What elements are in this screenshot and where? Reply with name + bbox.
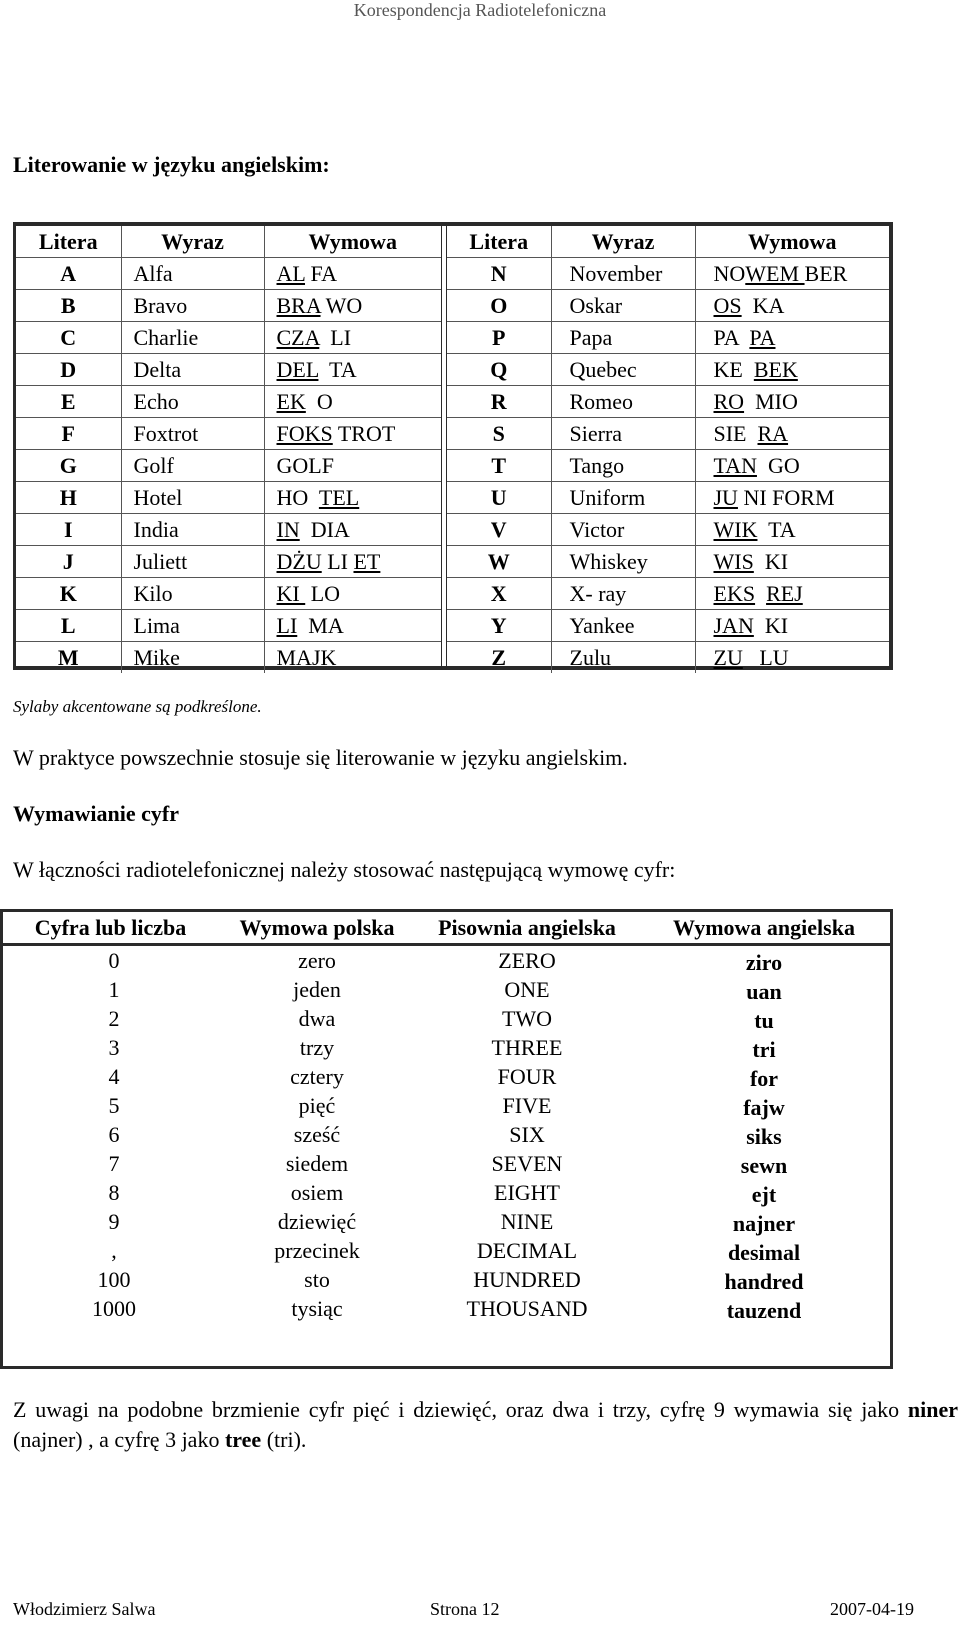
word-cell: Charlie xyxy=(121,322,264,354)
table-row xyxy=(447,418,889,450)
letter-cell: B xyxy=(16,290,121,322)
stressed-syllable: PA xyxy=(749,325,776,350)
digits-cell: ejt xyxy=(751,1182,777,1207)
table-row xyxy=(16,322,441,354)
col-header-english-pronunciation: Wymowa angielska xyxy=(673,915,855,940)
syllable: LI xyxy=(321,549,354,574)
word-cell: Zulu xyxy=(551,642,695,674)
word-cell: Golf xyxy=(121,450,264,482)
syllable: LI xyxy=(319,325,352,350)
digits-cell: 1000 xyxy=(92,1296,136,1321)
syllable: KA xyxy=(741,293,785,318)
syllable: LO xyxy=(305,581,341,606)
word-cell: Kilo xyxy=(121,578,264,610)
digits-cell: DECIMAL xyxy=(476,1238,578,1263)
table-row xyxy=(447,610,889,642)
syllable: LU xyxy=(742,645,789,670)
pronunciation-cell xyxy=(264,418,441,450)
stressed-syllable: CZA xyxy=(276,325,320,350)
word-cell: November xyxy=(551,258,695,290)
pronunciation-cell xyxy=(695,354,889,386)
digits-cell: NINE xyxy=(500,1209,554,1234)
syllable: NO xyxy=(713,261,746,286)
syllable: PA xyxy=(713,325,750,350)
digits-table xyxy=(0,909,893,1369)
digits-cell: zero xyxy=(298,948,336,973)
paragraph-niner-tree xyxy=(13,1395,958,1455)
digits-cell: THOUSAND xyxy=(466,1296,588,1321)
pronunciation-cell xyxy=(695,610,889,642)
pronunciation-cell xyxy=(264,482,441,514)
col-header-english-spelling: Pisownia angielska xyxy=(438,915,616,940)
letter-cell: C xyxy=(16,322,121,354)
word-cell: Delta xyxy=(121,354,264,386)
digits-cell: trzy xyxy=(299,1035,335,1060)
digits-table-header xyxy=(3,912,890,946)
syllable: O xyxy=(305,389,333,414)
letter-cell: E xyxy=(16,386,121,418)
digits-cell: 0 xyxy=(108,948,120,973)
digits-cell: tauzend xyxy=(726,1298,802,1323)
col-header-word: Wyraz xyxy=(121,226,264,258)
alphabet-table xyxy=(13,222,893,670)
digits-cell: przecinek xyxy=(274,1238,360,1263)
stressed-syllable: BEK xyxy=(753,357,798,382)
stressed-syllable: ET xyxy=(353,549,381,574)
table-row xyxy=(16,610,441,642)
pronunciation-cell xyxy=(264,642,441,674)
letter-cell: Y xyxy=(447,610,551,642)
letter-cell: W xyxy=(447,546,551,578)
pronunciation-cell xyxy=(264,386,441,418)
word-cell: Tango xyxy=(551,450,695,482)
letter-cell: M xyxy=(16,642,121,674)
table-row xyxy=(16,354,441,386)
stressed-syllable: AL xyxy=(276,261,306,286)
digits-cell: cztery xyxy=(290,1064,344,1089)
col-header-polish: Wymowa polska xyxy=(239,915,395,940)
syllable: SIE xyxy=(713,421,758,446)
syllable: WO xyxy=(320,293,363,318)
pronunciation-cell xyxy=(695,258,889,290)
word-cell: Papa xyxy=(551,322,695,354)
pronunciation-cell xyxy=(695,290,889,322)
digits-cell: sto xyxy=(304,1267,330,1292)
letter-cell: G xyxy=(16,450,121,482)
text-part: (tri). xyxy=(261,1427,307,1452)
table-row xyxy=(16,514,441,546)
footer-author: Włodzimierz Salwa xyxy=(13,1599,156,1619)
digits-cell: ZERO xyxy=(498,948,556,973)
syllable: MAJK xyxy=(276,645,337,670)
digits-column-digit xyxy=(3,946,225,1323)
stressed-syllable: REJ xyxy=(766,581,803,606)
word-cell: Whiskey xyxy=(551,546,695,578)
pronunciation-cell xyxy=(264,514,441,546)
word-cell: Uniform xyxy=(551,482,695,514)
digits-cell: osiem xyxy=(290,1180,344,1205)
digits-cell: tysiąc xyxy=(291,1296,343,1321)
pronunciation-cell xyxy=(264,322,441,354)
digits-cell: FOUR xyxy=(497,1064,557,1089)
digits-cell: SEVEN xyxy=(491,1151,563,1176)
letter-cell: A xyxy=(16,258,121,290)
digits-cell: jeden xyxy=(293,977,341,1002)
syllable xyxy=(755,581,766,606)
digits-column-polish xyxy=(218,946,416,1323)
digits-cell: FIVE xyxy=(502,1093,552,1118)
pronunciation-cell xyxy=(264,290,441,322)
syllable: KI xyxy=(753,613,789,638)
stressed-syllable: JU xyxy=(713,485,738,510)
section-title: Literowanie w języku angielskim: xyxy=(13,152,330,177)
bold-word-niner: niner xyxy=(907,1397,958,1422)
letter-cell: I xyxy=(16,514,121,546)
letter-cell: D xyxy=(16,354,121,386)
pronunciation-cell xyxy=(695,386,889,418)
stressed-syllable: EKS xyxy=(713,581,756,606)
table-row xyxy=(16,258,441,290)
letter-cell: P xyxy=(447,322,551,354)
digits-cell: HUNDRED xyxy=(473,1267,581,1292)
letter-cell: U xyxy=(447,482,551,514)
digits-cell: sewn xyxy=(740,1153,788,1178)
text-part: (najner) , a cyfrę 3 jako xyxy=(13,1427,225,1452)
pronunciation-cell xyxy=(695,642,889,674)
table-row xyxy=(447,322,889,354)
syllable: KE xyxy=(713,357,754,382)
pronunciation-cell xyxy=(695,482,889,514)
digits-cell: najner xyxy=(732,1211,796,1236)
pronunciation-cell xyxy=(695,546,889,578)
word-cell: Foxtrot xyxy=(121,418,264,450)
table-row xyxy=(16,578,441,610)
pronunciation-cell xyxy=(695,578,889,610)
footer-date: 2007-04-19 xyxy=(830,1599,914,1619)
letter-cell: H xyxy=(16,482,121,514)
col-header-digit: Cyfra lub liczba xyxy=(34,915,187,940)
digits-cell: , xyxy=(111,1238,117,1263)
digits-cell: TWO xyxy=(501,1006,553,1031)
digits-cell: 7 xyxy=(108,1151,120,1176)
syllable: GOLF xyxy=(276,453,334,478)
pronunciation-cell xyxy=(264,610,441,642)
word-cell: X- ray xyxy=(551,578,695,610)
paragraph-spelling: W praktyce powszechnie stosuje się literowanie w języku angielskim. xyxy=(13,745,628,770)
table-row xyxy=(447,482,889,514)
letter-cell: L xyxy=(16,610,121,642)
stressed-syllable: TEL xyxy=(318,485,360,510)
digits-column-english-spelling xyxy=(416,946,638,1323)
letter-cell: X xyxy=(447,578,551,610)
letter-cell: K xyxy=(16,578,121,610)
word-cell: Juliett xyxy=(121,546,264,578)
word-cell: Sierra xyxy=(551,418,695,450)
digits-cell: dwa xyxy=(298,1006,336,1031)
pronunciation-cell xyxy=(695,322,889,354)
letter-cell: S xyxy=(447,418,551,450)
syllable: HO xyxy=(276,485,319,510)
word-cell: Alfa xyxy=(121,258,264,290)
digits-cell: tri xyxy=(752,1037,776,1062)
stressed-syllable: OS xyxy=(713,293,742,318)
heading-digits: Wymawianie cyfr xyxy=(13,801,179,826)
digits-cell: dziewięć xyxy=(277,1209,357,1234)
letter-cell: J xyxy=(16,546,121,578)
stressed-syllable: IN xyxy=(276,517,300,542)
bold-word-tree: tree xyxy=(224,1427,262,1452)
pronunciation-cell xyxy=(695,514,889,546)
syllable: MA xyxy=(297,613,344,638)
digits-cell: SIX xyxy=(509,1122,545,1147)
stressed-syllable: FOKS xyxy=(276,421,333,446)
col-header-letter: Litera xyxy=(447,226,551,258)
pronunciation-cell xyxy=(695,418,889,450)
word-cell: Quebec xyxy=(551,354,695,386)
col-header-letter: Litera xyxy=(16,226,121,258)
page-header: Korespondencja Radiotelefoniczna xyxy=(353,0,607,20)
digits-cell: siks xyxy=(746,1124,782,1149)
table-row xyxy=(447,514,889,546)
stressed-syllable: RO xyxy=(713,389,745,414)
pronunciation-cell xyxy=(695,450,889,482)
letter-cell: Z xyxy=(447,642,551,674)
stressed-syllable: WIK xyxy=(713,517,758,542)
syllable: NI FORM xyxy=(737,485,835,510)
digits-cell: tu xyxy=(754,1008,774,1033)
alphabet-table-right xyxy=(447,226,889,670)
digits-cell: sześć xyxy=(293,1122,341,1147)
table-row xyxy=(447,642,889,674)
letter-cell: T xyxy=(447,450,551,482)
syllable: TA xyxy=(757,517,796,542)
paragraph-digits-intro: W łączności radiotelefonicznej należy stosować następującą wymowę cyfr: xyxy=(13,857,676,882)
syllable: KI xyxy=(753,549,789,574)
digits-cell: pięć xyxy=(298,1093,336,1118)
letter-cell: F xyxy=(16,418,121,450)
stressed-syllable: DŻU xyxy=(276,549,322,574)
word-cell: Lima xyxy=(121,610,264,642)
digits-cell: 4 xyxy=(108,1064,120,1089)
pronunciation-cell xyxy=(264,450,441,482)
syllable: DIA xyxy=(299,517,350,542)
digits-cell: 3 xyxy=(108,1035,120,1060)
digits-cell: 6 xyxy=(108,1122,120,1147)
syllable: FA xyxy=(305,261,338,286)
letter-cell: V xyxy=(447,514,551,546)
syllable: GO xyxy=(756,453,800,478)
col-header-word: Wyraz xyxy=(551,226,695,258)
word-cell: Oskar xyxy=(551,290,695,322)
table-row xyxy=(447,450,889,482)
footer-page: Strona 12 xyxy=(430,1599,500,1619)
table-row xyxy=(447,354,889,386)
word-cell: Bravo xyxy=(121,290,264,322)
table-row xyxy=(16,418,441,450)
stressed-syllable: WEM xyxy=(745,261,805,286)
letter-cell: N xyxy=(447,258,551,290)
stressed-syllable: JAN xyxy=(713,613,754,638)
table-row xyxy=(16,290,441,322)
word-cell: Victor xyxy=(551,514,695,546)
table-row xyxy=(16,450,441,482)
word-cell: Hotel xyxy=(121,482,264,514)
digits-column-english-pronunciation xyxy=(638,948,890,1325)
digits-cell: 2 xyxy=(108,1006,120,1031)
word-cell: India xyxy=(121,514,264,546)
word-cell: Romeo xyxy=(551,386,695,418)
stressed-syllable: KI xyxy=(276,581,306,606)
digits-cell: siedem xyxy=(285,1151,349,1176)
table-row xyxy=(16,546,441,578)
letter-cell: Q xyxy=(447,354,551,386)
digits-cell: 9 xyxy=(108,1209,120,1234)
digits-cell: ziro xyxy=(745,950,783,975)
accent-note: Sylaby akcentowane są podkreślone. xyxy=(13,697,262,716)
table-row xyxy=(16,482,441,514)
pronunciation-cell xyxy=(264,354,441,386)
stressed-syllable: EK xyxy=(276,389,306,414)
table-row xyxy=(447,290,889,322)
stressed-syllable: TAN xyxy=(713,453,757,478)
digits-cell: fajw xyxy=(743,1095,785,1120)
digits-cell: desimal xyxy=(727,1240,801,1265)
stressed-syllable: BRA xyxy=(276,293,321,318)
digits-cell: 5 xyxy=(108,1093,120,1118)
pronunciation-cell xyxy=(264,578,441,610)
letter-cell: O xyxy=(447,290,551,322)
table-row xyxy=(447,258,889,290)
table-row xyxy=(447,578,889,610)
letter-cell: R xyxy=(447,386,551,418)
digits-cell: ONE xyxy=(504,977,550,1002)
digits-cell: handred xyxy=(724,1269,804,1294)
pronunciation-cell xyxy=(264,546,441,578)
pronunciation-cell xyxy=(264,258,441,290)
stressed-syllable: WIS xyxy=(713,549,754,574)
digits-cell: uan xyxy=(746,979,782,1004)
word-cell: Echo xyxy=(121,386,264,418)
stressed-syllable: LI xyxy=(276,613,298,638)
digits-cell: 8 xyxy=(108,1180,120,1205)
digits-cell: THREE xyxy=(491,1035,563,1060)
stressed-syllable: ZU xyxy=(713,645,743,670)
col-header-pronunciation: Wymowa xyxy=(695,226,889,258)
table-row xyxy=(447,386,889,418)
table-row xyxy=(16,386,441,418)
syllable: MIO xyxy=(744,389,798,414)
syllable: TA xyxy=(318,357,357,382)
col-header-pronunciation: Wymowa xyxy=(264,226,441,258)
table-row xyxy=(447,546,889,578)
digits-cell: 100 xyxy=(97,1267,131,1292)
syllable: BER xyxy=(804,261,848,286)
digits-cell: for xyxy=(749,1066,779,1091)
alphabet-table-left xyxy=(16,226,441,670)
stressed-syllable: DEL xyxy=(276,357,319,382)
digits-cell: 1 xyxy=(108,977,120,1002)
syllable: TROT xyxy=(332,421,396,446)
text-part: Z uwagi na podobne brzmienie cyfr pięć i dziewięć, oraz dwa i trzy, cyfrę 9 wymawia się jako xyxy=(13,1397,908,1422)
table-row xyxy=(16,642,441,674)
digits-cell: EIGHT xyxy=(494,1180,560,1205)
word-cell: Yankee xyxy=(551,610,695,642)
word-cell: Mike xyxy=(121,642,264,674)
stressed-syllable: RA xyxy=(757,421,789,446)
